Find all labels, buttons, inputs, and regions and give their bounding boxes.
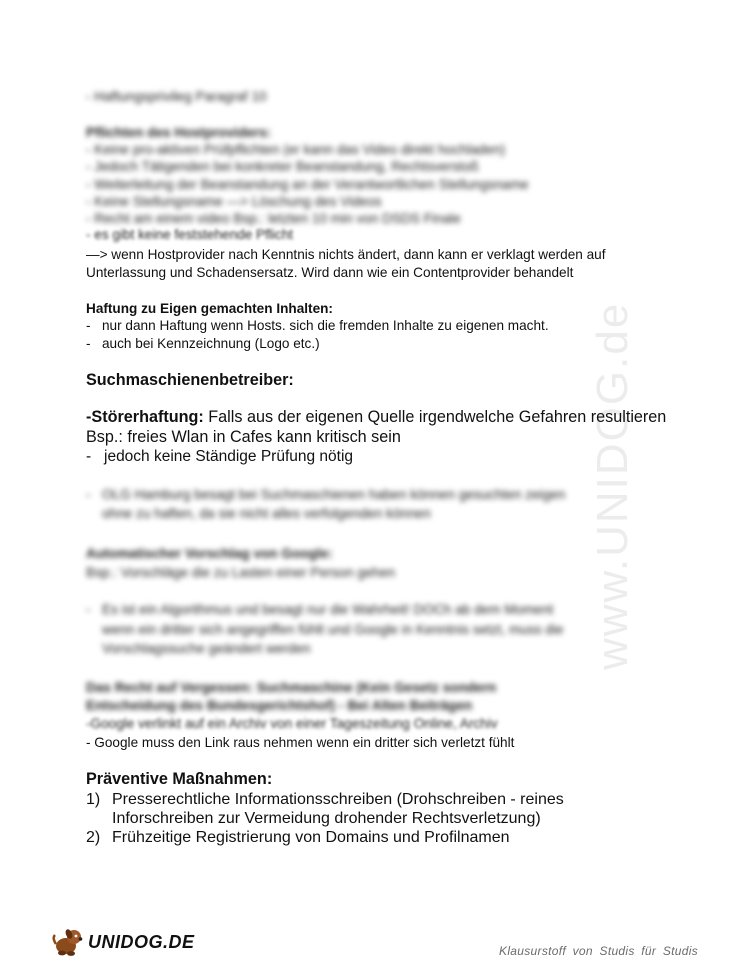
list-item-text: nur dann Haftung wenn Hosts. sich die fremden Inhalte zu eigenen macht.	[102, 318, 549, 333]
list-item: - jedoch keine Ständige Prüfung nötig	[86, 448, 354, 465]
section-heading-eigen: Haftung zu Eigen gemachten Inhalten:	[86, 301, 333, 316]
blurred-text: Bsp.: Vorschläge die zu Lasten einer Person gehen	[86, 565, 396, 580]
section-heading-such: Suchmaschienenbetreiber:	[86, 371, 294, 389]
item-text: Frühzeitige Registrierung von Domains und Profilnamen	[112, 829, 510, 846]
blurred-item: - Haftungsprivileg Paragraf 10	[86, 89, 267, 104]
blurred-heading: Entscheidung des Bundesgerichtshof) - Bei Alten Beiträgen	[86, 698, 473, 713]
list-item-text: jedoch keine Ständige Prüfung nötig	[104, 448, 354, 465]
item-text: Presserechtliche Informationsschreiben (Drohschreiben - reines	[112, 791, 564, 808]
blurred-text: ohne zu haften, da sie nicht alles verfolgenden können	[102, 506, 431, 521]
blurred-bullet: - Jedoch Tätigenden bei konkreter Beanstandung, Rechtsverstoß	[86, 159, 479, 174]
numbered-item	[86, 791, 564, 809]
section-heading-praev: Präventive Maßnahmen:	[86, 770, 273, 788]
blurred-bullet: - Keine pro-aktiven Prüfpflichten (er kann das Video direkt hochladen)	[86, 142, 506, 157]
blurred-heading: Das Recht auf Vergessen: Suchmaschine (Kein Gesetz sondern	[86, 680, 497, 695]
blurred-bullet: - OLG Hamburg besagt bei Suchmaschienen haben können gesuchten zeigen	[86, 487, 566, 502]
list-item-text: auch bei Kennzeichnung (Logo etc.)	[102, 336, 320, 351]
footer-tagline: Klausurstoff von Studis für Studis	[499, 944, 698, 958]
blurred-bullet: - Keine Stellungsname —> Löschung des Videos	[86, 194, 382, 209]
watermark: www.UNIDOG.de	[588, 301, 637, 670]
blurred-text: Es ist ein Algorithmus und besagt nur die Wahrheit! DOCh ab dem Moment	[102, 602, 554, 617]
example-line: Bsp.: freies Wlan in Cafes kann kritisch sein	[86, 428, 401, 446]
blurred-bullet: - Recht am einem video Bsp.: letzten 10 min von DSDS Finale	[86, 211, 461, 226]
list-item: - nur dann Haftung wenn Hosts. sich die fremden Inhalte zu eigenen macht.	[86, 318, 549, 333]
blurred-text: -Google verlinkt auf ein Archiv von einer Tageszeitung Online, Archiv	[86, 716, 498, 731]
numbered-item-continuation: Inforschreiben zur Vermeidung drohender Rechtsverletzung)	[112, 810, 541, 827]
dog-icon	[52, 926, 86, 958]
blurred-bullet: - Es ist ein Algorithmus und besagt nur die Wahrheit! DOCh ab dem Moment	[86, 602, 554, 617]
blurred-heading: Automatischer Vorschlag von Google:	[86, 546, 333, 561]
blurred-text: wenn ein dritter sich angegriffen fühlt und Google in Kenntnis setzt, muss die	[102, 622, 564, 637]
item-number: 2)	[86, 829, 101, 846]
blurred-bullet: - es gibt keine feststehende Pflicht	[86, 227, 294, 242]
item-number: 1)	[86, 791, 101, 808]
paragraph-line: Unterlassung und Schadensersatz. Wird dann wie ein Contentprovider behandelt	[86, 265, 574, 280]
stoerer-label: -Störerhaftung:	[86, 408, 204, 426]
paragraph-line: —> wenn Hostprovider nach Kenntnis nichts ändert, dann kann er verklagt werden auf	[86, 247, 606, 262]
blurred-bullet: - Weiterleitung der Beanstandung an der Verantwortlichen Stellungsname	[86, 177, 529, 192]
logo-text: UNIDOG.DE	[88, 931, 195, 952]
google-line: - Google muss den Link raus nehmen wenn ein dritter sich verletzt fühlt	[86, 735, 515, 750]
blurred-heading: Pflichten des Hostproviders:	[86, 125, 272, 140]
numbered-item	[86, 829, 510, 847]
stoerer-text: Falls aus der eigenen Quelle irgendwelche Gefahren resultieren	[203, 408, 667, 426]
unidog-logo	[52, 926, 195, 958]
stoerer-line	[86, 408, 666, 427]
blurred-text: OLG Hamburg besagt bei Suchmaschienen haben können gesuchten zeigen	[102, 487, 566, 502]
list-item: - auch bei Kennzeichnung (Logo etc.)	[86, 336, 320, 351]
blurred-text: Vorschlagssuche geändert werden	[102, 641, 311, 656]
